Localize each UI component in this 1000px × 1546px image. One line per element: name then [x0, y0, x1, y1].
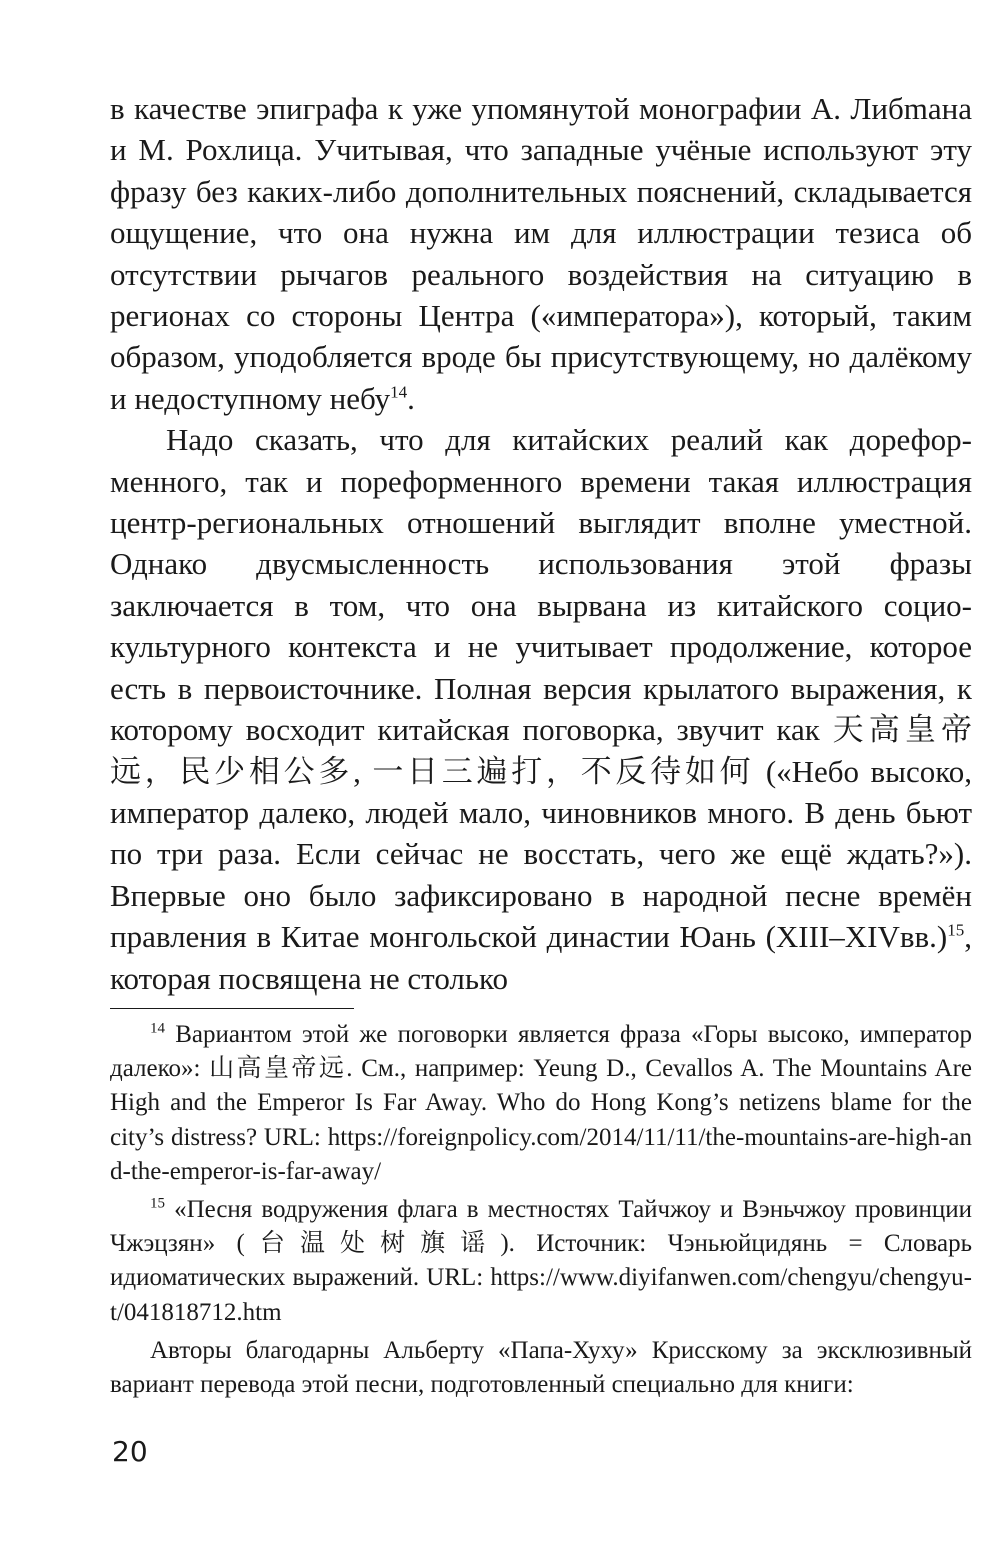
footnote-15-text: «Песня водружения флага в местностях Тайчжоу и Вэньчжоу провинции Чжэцзян» (台温处树旗谣). Источник: Чэньюйцидянь = Словарь идиоматических выражений. URL:	[110, 1196, 972, 1292]
footnote-14-marker: 14	[150, 1020, 165, 1037]
footnote-15	[110, 1193, 972, 1330]
footnote-divider	[110, 1008, 354, 1009]
body-text	[110, 88, 972, 999]
footnote-14	[110, 1018, 972, 1189]
paragraph-2-text: Надо сказать, что для китайских реалий как дореформенного, так и пореформенного времени такая иллюстрация центр-региональных отношений выглядит вполне уместной. Однако двусмысленность использования этой фразы заключается в том, что она вырвана из китайского социокультурного контекста и не учитывает продолжение, которое есть в первоисточнике. Полная версия крылатого выражения, к которому восходит китайская поговорка, звучит как 天高皇帝远，民少相公多, 一日三遍打，不反待如何 («Небо высоко, император далеко, людей мало, чиновников много. В день бьют по три раза. Если сейчас не восстать, чего же ещё ждать?»). Впервые оно было зафиксировано в народной песне времён правления в Китае монгольской династии Юань (XIII–XIVвв.)	[110, 422, 972, 955]
paragraph-2-end: , которая посвящена не столько	[110, 919, 972, 996]
paragraph-1-end: .	[407, 380, 415, 416]
page-number: 20	[112, 1435, 148, 1468]
acknowledgement-note: Авторы благодарны Альберту «Папа-Хуху» Крисскому за эксклюзивный вариант перевода этой песни, подготовленный специально для книги:	[110, 1336, 972, 1399]
footnote-ref-15[interactable]: 15	[947, 920, 965, 940]
footnote-15-url[interactable]: https://www.diyifanwen.com/chengyu/chengyu-t/041818712.htm	[110, 1264, 972, 1326]
footnote-14-url[interactable]: https://foreignpolicy.com/2014/11/11/the-mountains-are-high-and-the-emperor-is-far-away/	[110, 1123, 972, 1185]
paragraph-2	[110, 419, 972, 999]
footnotes	[110, 1018, 972, 1402]
footnote-15-marker: 15	[150, 1195, 165, 1212]
footnote-14-text: Вариантом этой же поговорки является фраза «Горы высоко, император далеко»: 山高皇帝远. См., например: Yeung D., Cevallos A. The Mountains Are High and the Emperor Is Far Away. Who do Hong Kong’s netizens blame for the city’s distress? URL:	[110, 1021, 972, 1151]
paragraph-1-text: в качестве эпиграфа к уже упомянутой монографии А. Либmана и М. Рохлица. Учитывая, что западные учёные используют эту фразу без каких-либо дополнительных пояснений, складывается ощущение, что она нужна им для иллюстрации тезиса об отсутствии рычагов реального воздействия на ситуацию в регионах со стороны Центра («императора»), который, таким образом, уподобляется вроде бы присутствующему, но далёкому и недоступному небу	[110, 91, 972, 416]
footnote-ref-14[interactable]: 14	[390, 382, 408, 402]
paragraph-1	[110, 88, 972, 419]
